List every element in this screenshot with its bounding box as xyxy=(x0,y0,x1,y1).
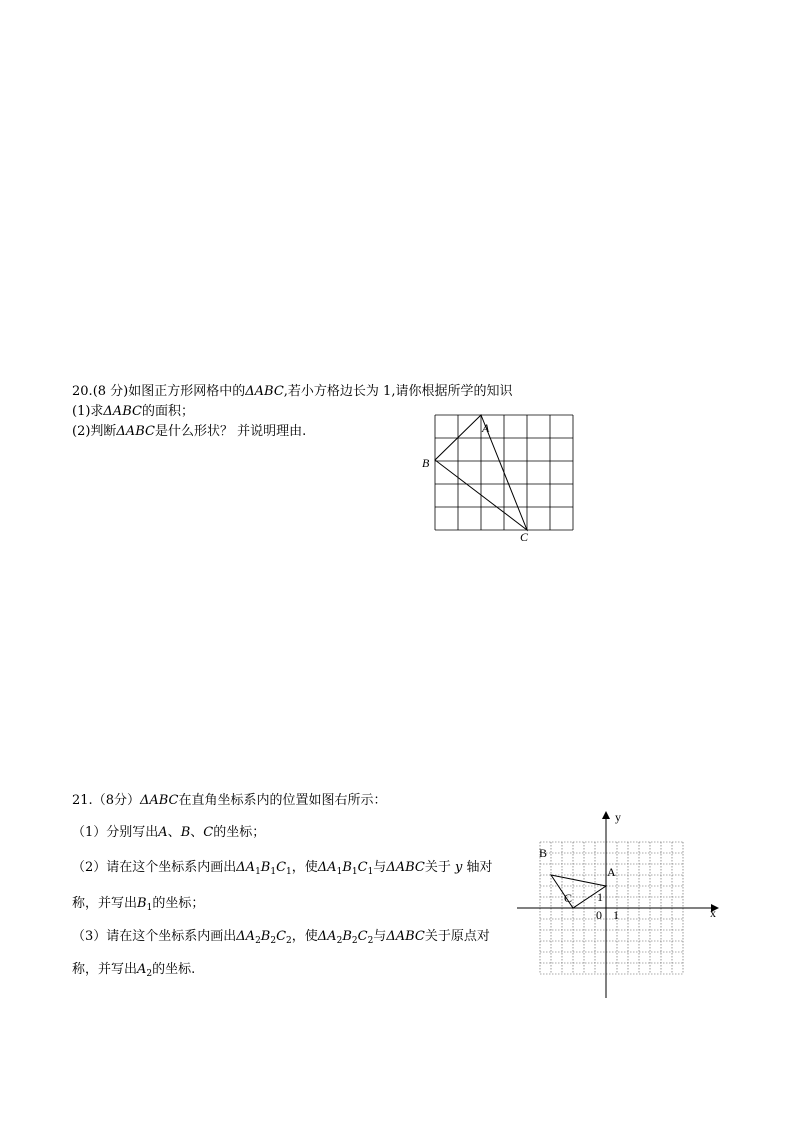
q20-number: 20. xyxy=(72,384,93,399)
q21-points: （8分） xyxy=(92,793,140,808)
q21-part3-t2: B xyxy=(260,929,271,944)
q21-part2b-sub: 1 xyxy=(146,903,153,913)
q21-part2-v3: 1 xyxy=(367,867,374,877)
q21-coordinate-figure xyxy=(505,805,730,1005)
q21-label-a: A xyxy=(607,865,616,879)
q20-part2-triangle: ΔABC xyxy=(116,424,155,439)
q21-part1-b: B xyxy=(180,825,191,840)
q21-part1-post: 的坐标； xyxy=(213,825,266,840)
q21-part3-s1: 2 xyxy=(255,936,261,946)
q21-unit-x-label: 1 xyxy=(613,908,619,922)
q21-part1-sep1: 、 xyxy=(167,825,181,840)
q21-part2-s3: 1 xyxy=(286,867,292,877)
q21-part1-c: C xyxy=(203,825,214,840)
q21-part2-mid: ，使 xyxy=(291,860,318,875)
q21-part3-cont xyxy=(72,962,195,978)
q21-part3-end: 关于原点对 xyxy=(424,929,490,944)
q21-part2-u2: B xyxy=(342,860,352,875)
q20-part2-post: 是什么形状？ 并说明理由. xyxy=(154,424,307,439)
q21-part3-mid: ，使 xyxy=(291,929,318,944)
q20-part2-pre: (2)判断 xyxy=(72,424,117,439)
q21-part3-with: 与 xyxy=(373,929,387,944)
q21-part3-v2: 2 xyxy=(351,936,358,946)
q21-stem-rest: 在直角坐标系内的位置如图右所示： xyxy=(178,793,387,808)
q21-triangle: ΔABC xyxy=(139,793,179,808)
q21-part3-t3: C xyxy=(276,929,287,944)
q21-part2-about: 关于 xyxy=(424,860,451,875)
q21-part2-end: 轴对 xyxy=(466,860,493,875)
q21-part3-v1: 2 xyxy=(336,936,343,946)
q21-part3-abc: ΔABC xyxy=(386,929,425,944)
q20-label-a: A xyxy=(482,421,490,435)
q20-points: (8 分) xyxy=(92,384,129,399)
q21-part3-pre: （3）请在这个坐标系内画出 xyxy=(72,929,237,944)
q21-label-c: C xyxy=(564,891,573,905)
q21-part2-s1: 1 xyxy=(255,867,261,877)
q20-part1-post: 的面积； xyxy=(141,404,194,419)
q21-part2-cont xyxy=(72,896,204,912)
q21-part2-u3: C xyxy=(357,860,368,875)
q21-part1-a: A xyxy=(158,825,168,840)
q20-part1-triangle: ΔABC xyxy=(103,404,142,419)
q20-stem-text: 如图正方形网格中的 xyxy=(128,384,246,399)
q21-part3-u1: ΔA xyxy=(317,929,337,944)
q21-part2-v1: 1 xyxy=(336,867,343,877)
q21-part2-t2: B xyxy=(260,860,271,875)
q21-part3-t1: ΔA xyxy=(236,929,256,944)
q21-part3b-a: A xyxy=(137,962,147,977)
q21-x-label: x xyxy=(710,906,716,920)
q21-part3-v3: 2 xyxy=(367,936,374,946)
q21-part2-y: y xyxy=(455,860,463,875)
q21-part3b-sub: 2 xyxy=(146,969,153,979)
q21-part3-s2: 2 xyxy=(270,936,277,946)
q20-part1-pre: (1)求 xyxy=(72,404,104,419)
q21-part3 xyxy=(72,929,490,945)
q21-label-b: B xyxy=(539,846,548,860)
q20-label-b: B xyxy=(422,456,430,470)
q21-part2b-post: 的坐标； xyxy=(152,896,205,911)
q21-part2-t3: C xyxy=(276,860,287,875)
q20-triangle: ΔABC xyxy=(245,384,284,399)
q21-number: 21. xyxy=(72,793,93,808)
q21-part2b-b: B xyxy=(137,896,147,911)
q21-part2-s2: 1 xyxy=(270,867,277,877)
q21-part3b-pre: 称，并写出 xyxy=(72,962,138,977)
q21-part3-s3: 2 xyxy=(286,936,292,946)
q21-part2-u1: ΔA xyxy=(317,860,337,875)
q21-part2-v2: 1 xyxy=(351,867,358,877)
q21-part2 xyxy=(72,860,493,876)
q20-part2 xyxy=(72,424,306,440)
q21-origin-label: 0 xyxy=(596,908,602,922)
q21-part2-t1: ΔA xyxy=(236,860,256,875)
q21-part2-abc: ΔABC xyxy=(386,860,425,875)
q20-grid-figure xyxy=(420,410,580,550)
q21-part2b-pre: 称，并写出 xyxy=(72,896,138,911)
q21-y-label: y xyxy=(615,810,621,824)
q20-label-c: C xyxy=(520,530,529,544)
q21-part1 xyxy=(72,825,265,841)
q21-stem xyxy=(72,793,387,809)
q21-part1-pre: （1）分别写出 xyxy=(72,825,159,840)
q21-part3-u2: B xyxy=(342,929,352,944)
q21-part2-pre: （2）请在这个坐标系内画出 xyxy=(72,860,237,875)
q20-stem xyxy=(72,384,512,400)
q21-part1-sep2: 、 xyxy=(190,825,204,840)
q21-part3b-post: 的坐标. xyxy=(152,962,196,977)
q20-part1 xyxy=(72,404,194,420)
q21-part3-u3: C xyxy=(357,929,368,944)
q21-part2-with: 与 xyxy=(373,860,387,875)
q20-stem-rest: ,若小方格边长为 1,请你根据所学的知识 xyxy=(283,384,513,399)
q21-unit-y-label: 1 xyxy=(597,890,603,904)
